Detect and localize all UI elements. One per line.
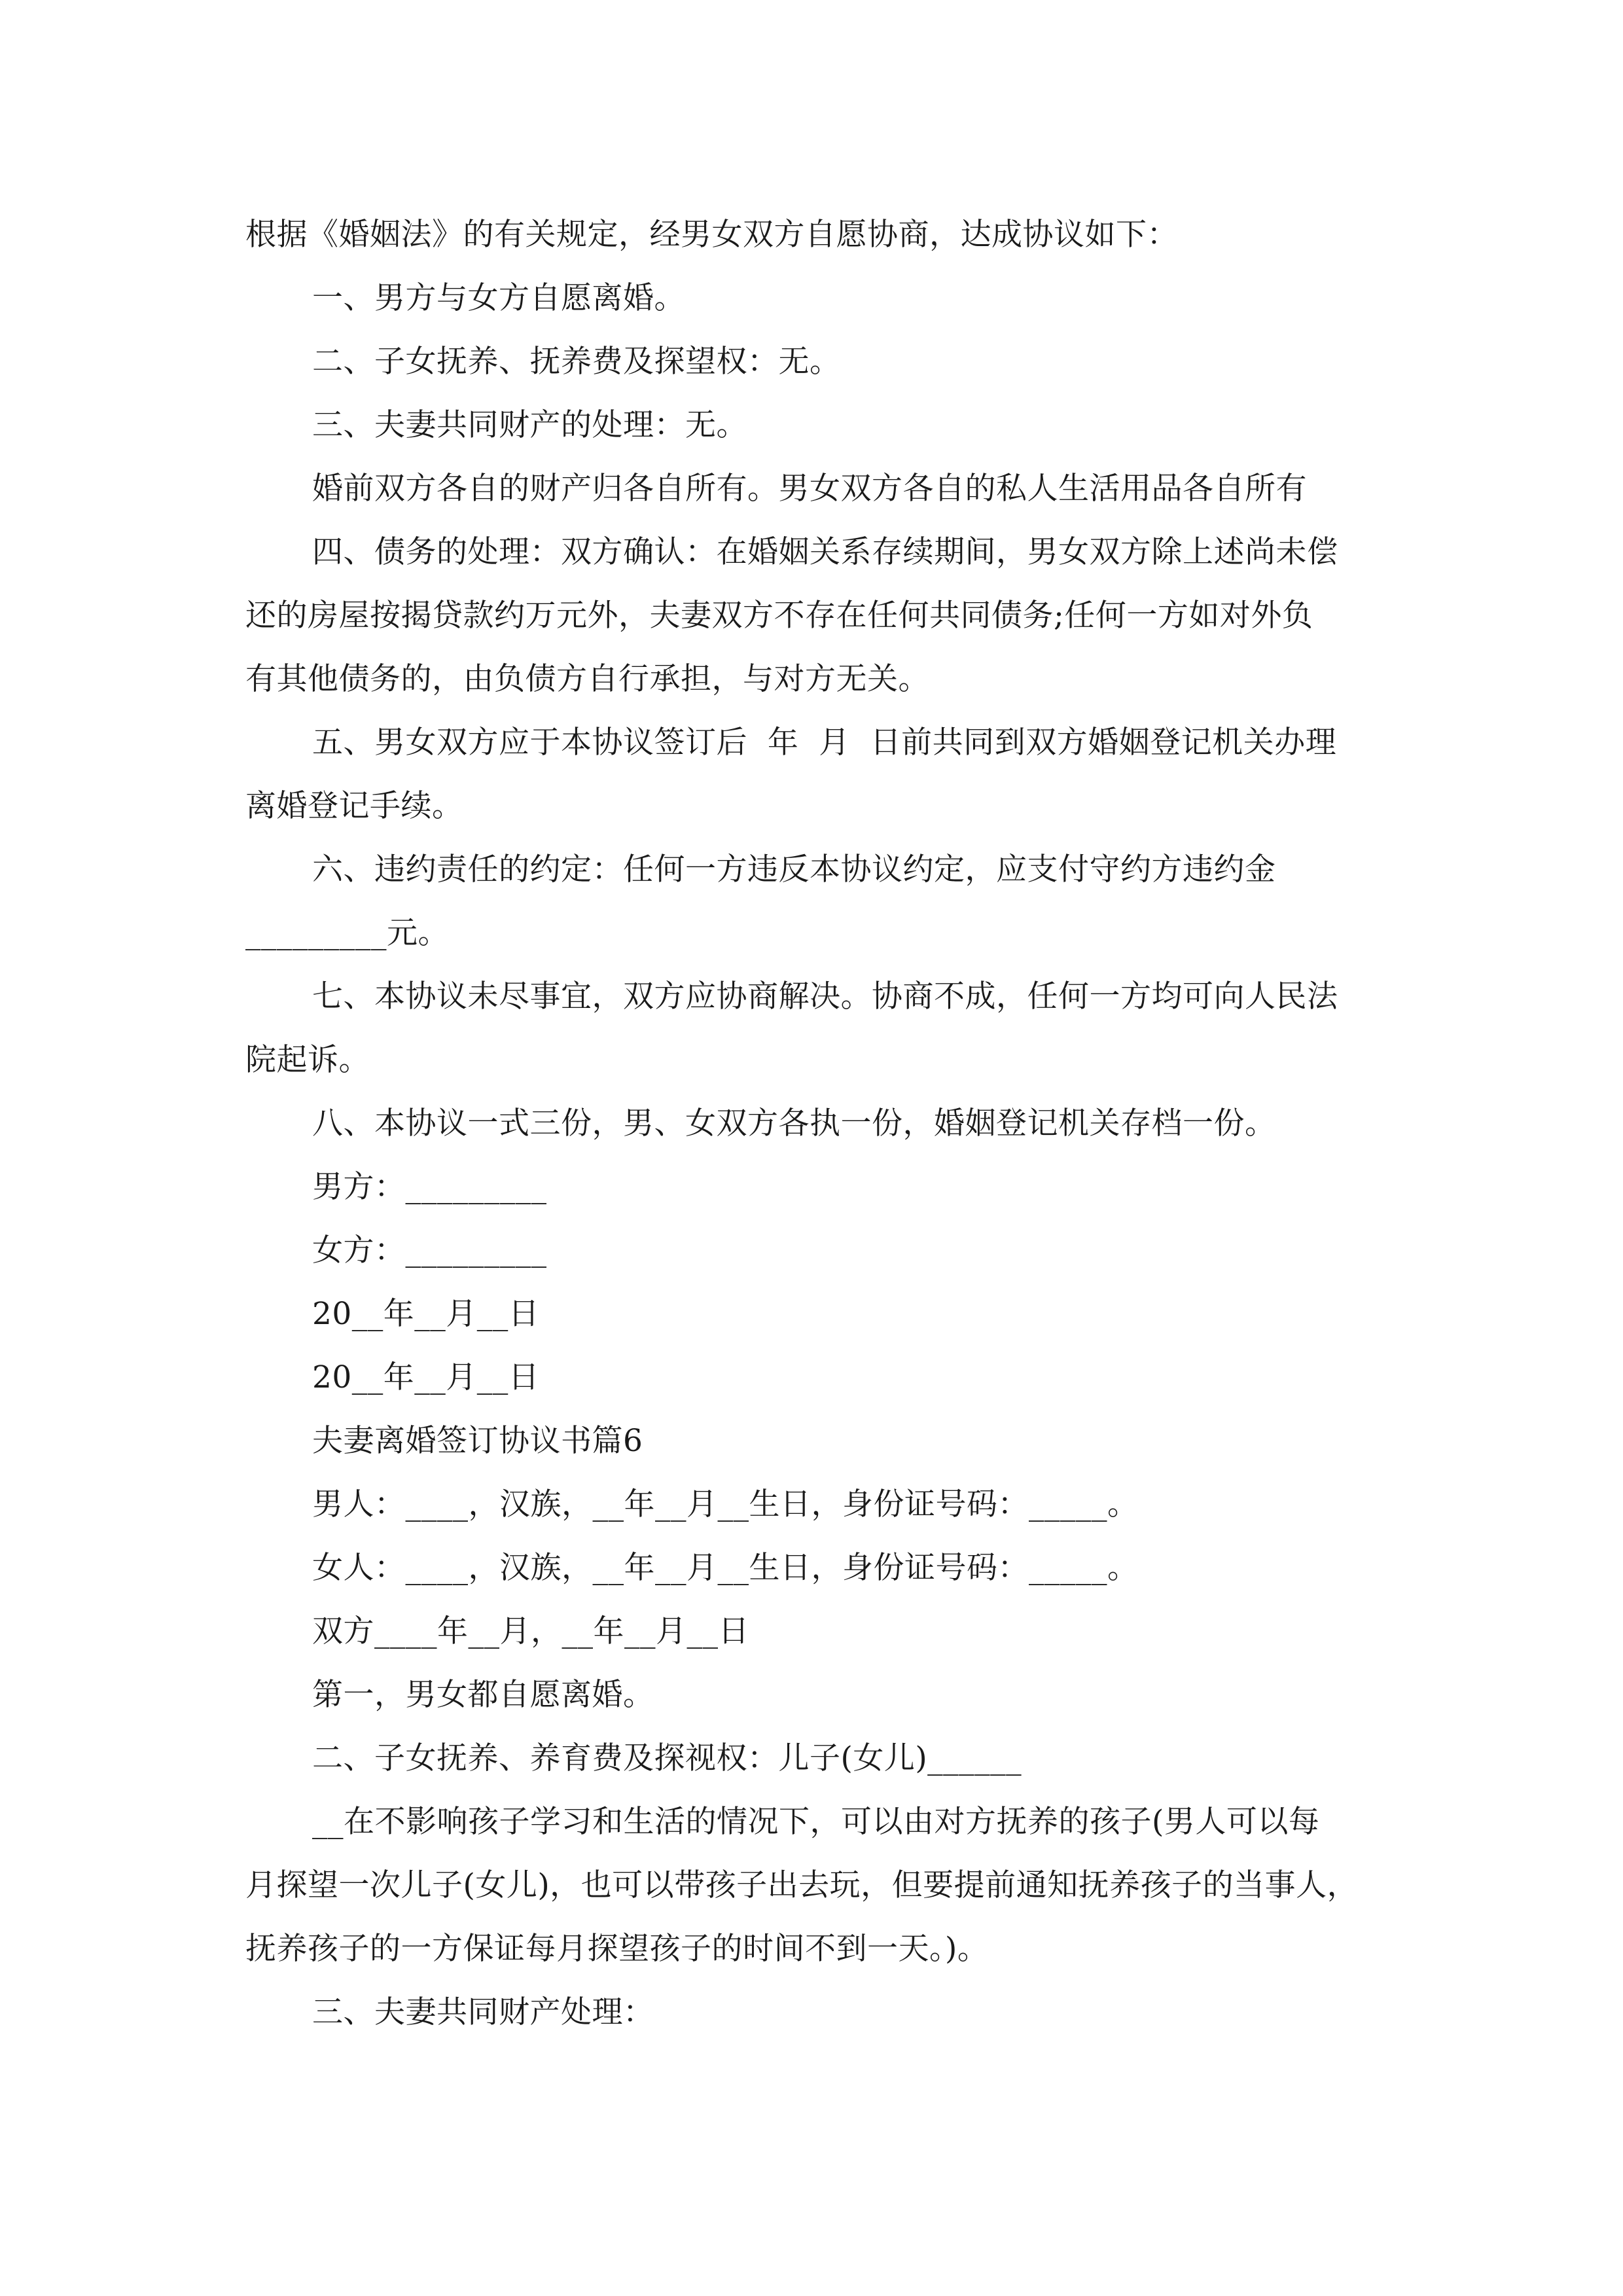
paragraph-line: 有其他债务的，由负债方自行承担，与对方无关。: [245, 661, 929, 697]
paragraph-line: 根据《婚姻法》的有关规定，经男女双方自愿协商，达成协议如下：: [245, 217, 1178, 253]
paragraph-line: 院起诉。: [245, 1042, 370, 1078]
paragraph-line: 月探望一次儿子(女儿)，也可以带孩子出去玩，但要提前通知抚养孩子的当事人，: [245, 1867, 1359, 1903]
paragraph-line: 二、子女抚养、抚养费及探望权：无。: [312, 344, 841, 380]
section-heading: 夫妻离婚签订协议书篇6: [312, 1423, 643, 1459]
paragraph-line: 还的房屋按揭贷款约万元外，夫妻双方不存在任何共同债务;任何一方如对外负: [245, 598, 1313, 634]
paragraph-line: 双方____年__月，__年__月__日: [312, 1613, 749, 1649]
paragraph-line: 七、本协议未尽事宜，双方应协商解决。协商不成，任何一方均可向人民法: [312, 978, 1338, 1014]
paragraph-line: 四、债务的处理：双方确认：在婚姻关系存续期间，男女双方除上述尚未偿: [312, 534, 1338, 570]
paragraph-line: 二、子女抚养、养育费及探视权：儿子(女儿)______: [312, 1740, 1022, 1776]
date-line: 20__年__月__日: [312, 1359, 540, 1395]
paragraph-line: 第一，男女都自愿离婚。: [312, 1677, 654, 1713]
paragraph-line: 六、违约责任的约定：任何一方违反本协议约定，应支付守约方违约金: [312, 852, 1276, 888]
signature-line-female: 女方：_________: [312, 1232, 547, 1268]
paragraph-line: 男人：____，汉族，__年__月__生日，身份证号码：_____。: [312, 1486, 1139, 1522]
signature-line-male: 男方：_________: [312, 1169, 547, 1205]
paragraph-line: 离婚登记手续。: [245, 788, 463, 824]
paragraph-line: 女人：____，汉族，__年__月__生日，身份证号码：_____。: [312, 1550, 1139, 1586]
paragraph-line: 一、男方与女方自愿离婚。: [312, 280, 685, 316]
paragraph-line: 三、夫妻共同财产的处理：无。: [312, 407, 747, 443]
paragraph-line: 三、夫妻共同财产处理：: [312, 1994, 654, 2030]
paragraph-line: __在不影响孩子学习和生活的情况下，可以由对方抚养的孩子(男人可以每: [312, 1804, 1320, 1840]
agreement-text: [245, 203, 1381, 2044]
paragraph-line: 抚养孩子的一方保证每月探望孩子的时间不到一天。)。: [245, 1931, 989, 1967]
date-line: 20__年__月__日: [312, 1296, 540, 1332]
paragraph-line: _________元。: [245, 915, 449, 951]
paragraph-line: 五、男女双方应于本协议签订后 年 月 日前共同到双方婚姻登记机关办理: [312, 725, 1337, 761]
paragraph-line: 八、本协议一式三份，男、女双方各执一份，婚姻登记机关存档一份。: [312, 1105, 1276, 1141]
paragraph-line: 婚前双方各自的财产归各自所有。男女双方各自的私人生活用品各自所有: [312, 471, 1307, 507]
